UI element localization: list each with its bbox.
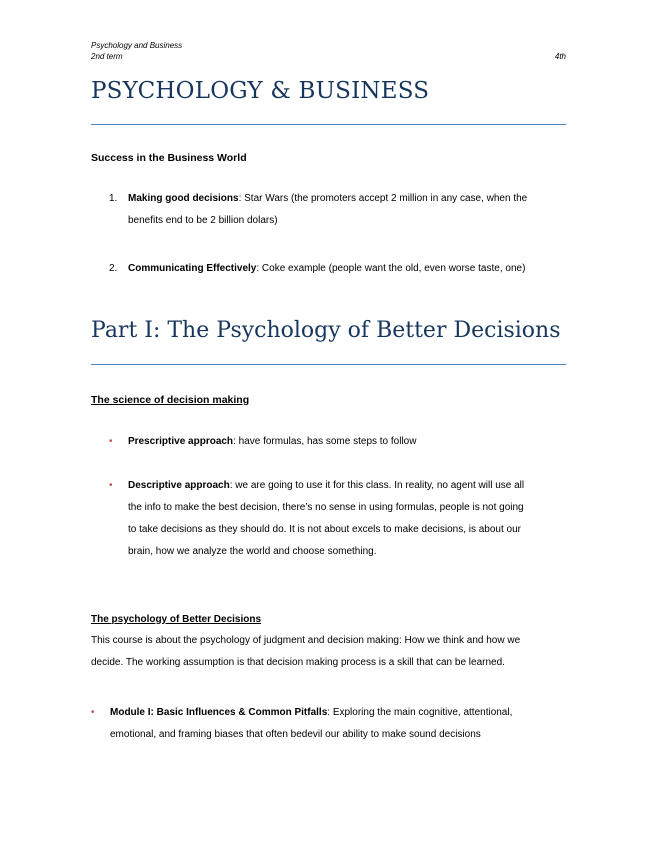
document-title: PSYCHOLOGY & BUSINESS bbox=[91, 78, 430, 104]
item-text: : Star Wars (the promoters accept 2 million in any case, when the bbox=[238, 193, 528, 204]
item-text: brain, how we analyze the world and choose something. bbox=[128, 546, 377, 557]
bullet-marker: • bbox=[109, 480, 113, 491]
better-decisions-heading: The psychology of Better Decisions bbox=[91, 614, 262, 625]
item-label: Making good decisions bbox=[128, 193, 239, 204]
item-text: : Exploring the main cognitive, attentional, bbox=[327, 707, 513, 718]
item-text: : Coke example (people want the old, even worse taste, one) bbox=[256, 263, 526, 274]
better-decisions-paragraph bbox=[91, 630, 571, 674]
header-term: 2nd term bbox=[91, 52, 123, 61]
list-number-2: 2. bbox=[109, 263, 118, 274]
list-item-descriptive bbox=[128, 475, 568, 563]
bullet-marker: • bbox=[91, 707, 95, 718]
item-text: benefits end to be 2 billion dolars) bbox=[128, 215, 278, 226]
item-label: Prescriptive approach bbox=[128, 436, 234, 447]
list-number-1: 1. bbox=[109, 193, 118, 204]
header-page-label: 4th bbox=[554, 52, 566, 61]
list-item-communicating bbox=[128, 258, 568, 280]
part1-heading: Part I: The Psychology of Better Decisions bbox=[91, 318, 561, 343]
science-heading: The science of decision making bbox=[91, 394, 250, 406]
item-label: Communicating Effectively bbox=[128, 263, 257, 274]
part1-rule bbox=[91, 364, 566, 365]
item-text: : have formulas, has some steps to follow bbox=[233, 436, 417, 447]
list-item-module-1 bbox=[110, 702, 570, 746]
item-text: to take decisions as they should do. It is not about excels to make decisions, is about our bbox=[128, 524, 522, 535]
item-text: emotional, and framing biases that often bedevil our ability to make sound decisions bbox=[110, 729, 481, 740]
item-label: Descriptive approach bbox=[128, 480, 230, 491]
paragraph-line: decide. The working assumption is that decision making process is a skill that can be learned. bbox=[91, 657, 505, 668]
title-rule bbox=[91, 124, 566, 125]
success-heading: Success in the Business World bbox=[91, 152, 247, 164]
item-text: the info to make the best decision, there’s no sense in using formulas, people is not going bbox=[128, 502, 524, 513]
paragraph-line: This course is about the psychology of judgment and decision making: How we think and how we bbox=[91, 635, 521, 646]
item-label: Module I: Basic Influences & Common Pitfalls bbox=[110, 707, 328, 718]
bullet-marker: • bbox=[109, 436, 113, 447]
list-item-making-decisions bbox=[128, 188, 568, 232]
list-item-prescriptive bbox=[128, 431, 568, 453]
header-course: Psychology and Business bbox=[91, 41, 183, 50]
item-text: : we are going to use it for this class. In reality, no agent will use all bbox=[229, 480, 525, 491]
